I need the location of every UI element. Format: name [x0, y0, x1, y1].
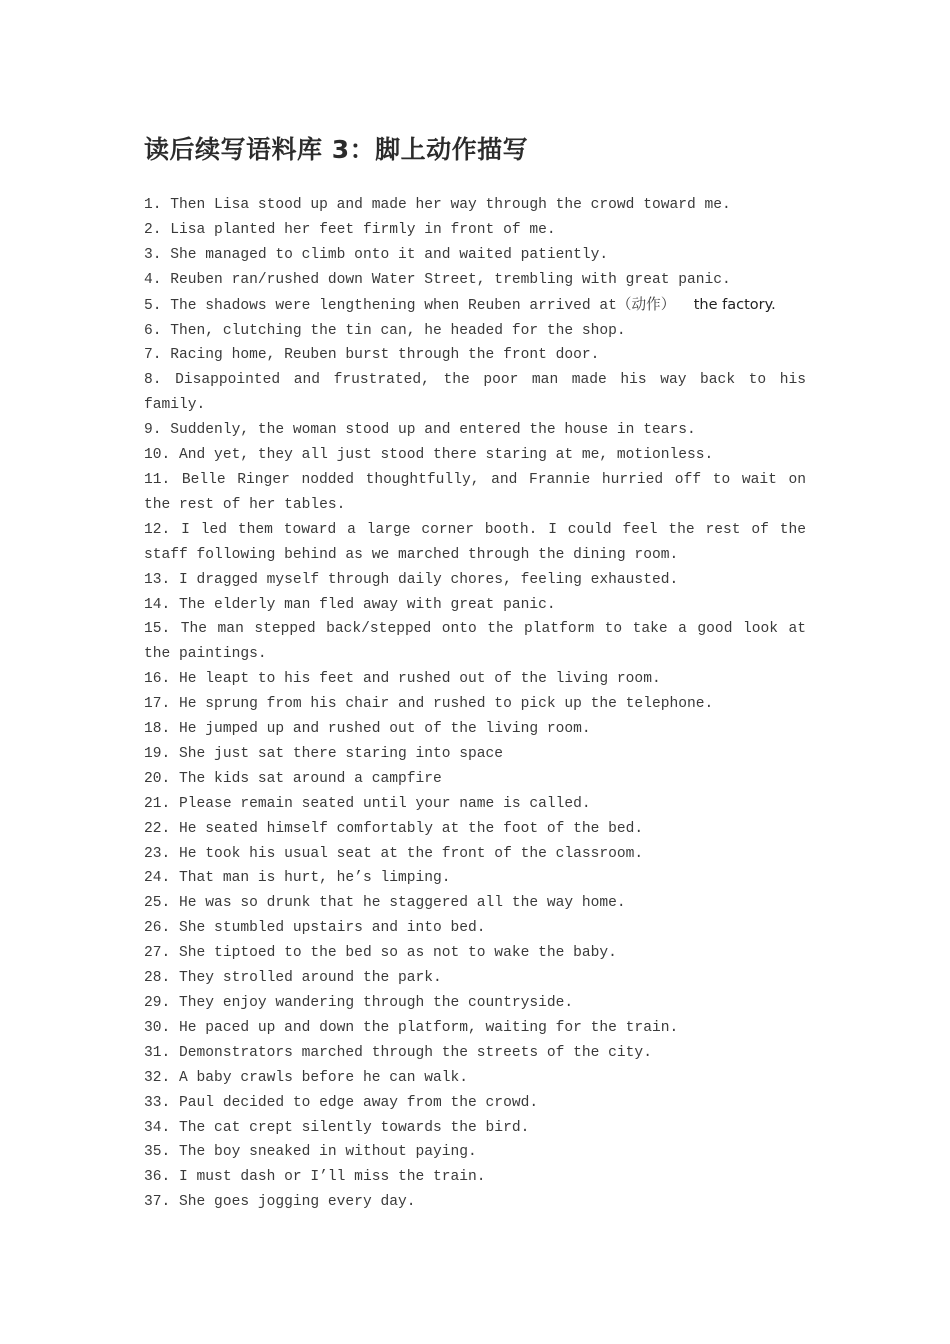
- list-item: 32. A baby crawls before he can walk.: [144, 1069, 469, 1086]
- list-item: 22. He seated himself comfortably at the foot of the bed.: [144, 820, 644, 837]
- list-item: 28. They strolled around the park.: [144, 970, 442, 987]
- list-item: 26. She stumbled upstairs and into bed.: [144, 920, 486, 937]
- list-item: 31. Demonstrators marched through the streets of the city.: [144, 1044, 652, 1061]
- list-item: 21. Please remain seated until your name is called.: [144, 795, 591, 812]
- list-item: 12. I led them toward a large corner booth. I could feel the rest of the: [144, 521, 806, 538]
- list-item: 11. Belle Ringer nodded thoughtfully, and Frannie hurried off to wait on: [144, 471, 806, 488]
- list-item-continuation: family.: [144, 397, 206, 414]
- list-item: 14. The elderly man fled away with great panic.: [144, 596, 556, 613]
- sentence-list: [144, 193, 806, 1215]
- list-item: 25. He was so drunk that he staggered all the way home.: [144, 895, 626, 912]
- list-item: 10. And yet, they all just stood there staring at me, motionless.: [144, 447, 714, 464]
- list-item: 33. Paul decided to edge away from the crowd.: [144, 1094, 539, 1111]
- list-item-continuation: the rest of her tables.: [144, 496, 346, 513]
- list-item: 6. Then, clutching the tin can, he headed for the shop.: [144, 322, 626, 339]
- page-title: 读后续写语料库 3：脚上动作描写: [144, 135, 529, 164]
- list-item-tail: the factory.: [675, 296, 776, 313]
- list-item: 16. He leapt to his feet and rushed out of the living room.: [144, 671, 661, 688]
- list-item: 17. He sprung from his chair and rushed to pick up the telephone.: [144, 696, 714, 713]
- list-item: 35. The boy sneaked in without paying.: [144, 1144, 477, 1161]
- list-item: 9. Suddenly, the woman stood up and entered the house in tears.: [144, 422, 696, 439]
- list-item-continuation: the paintings.: [144, 646, 267, 663]
- list-item: 18. He jumped up and rushed out of the living room.: [144, 721, 591, 738]
- list-item: 1. Then Lisa stood up and made her way through the crowd toward me.: [144, 197, 731, 213]
- list-item: 36. I must dash or I’ll miss the train.: [144, 1169, 486, 1186]
- list-item: 20. The kids sat around a campfire: [144, 770, 442, 787]
- list-item: 34. The cat crept silently towards the bird.: [144, 1119, 530, 1136]
- list-item: 3. She managed to climb onto it and waited patiently.: [144, 246, 609, 263]
- list-item: 29. They enjoy wandering through the countryside.: [144, 995, 574, 1011]
- list-item: 4. Reuben ran/rushed down Water Street, trembling with great panic.: [144, 271, 731, 288]
- list-item: 30. He paced up and down the platform, waiting for the train.: [144, 1019, 679, 1036]
- list-item: 7. Racing home, Reuben burst through the front door.: [144, 347, 600, 364]
- list-item: 24. That man is hurt, he’s limping.: [144, 870, 451, 887]
- list-item: 37. She goes jogging every day.: [144, 1194, 416, 1211]
- list-item: 23. He took his usual seat at the front of the classroom.: [144, 845, 644, 862]
- list-item: 2. Lisa planted her feet firmly in front of me.: [144, 221, 556, 238]
- list-item: 27. She tiptoed to the bed so as not to wake the baby.: [144, 945, 617, 962]
- list-item: 5. The shadows were lengthening when Reuben arrived at（动作） the factory.: [144, 296, 776, 314]
- list-item: 8. Disappointed and frustrated, the poor man made his way back to his: [144, 372, 806, 389]
- list-item: 15. The man stepped back/stepped onto the platform to take a good look at: [144, 621, 806, 638]
- list-item: 13. I dragged myself through daily chores, feeling exhausted.: [144, 571, 679, 588]
- list-item-continuation: staff following behind as we marched through the dining room.: [144, 546, 679, 563]
- list-item: 19. She just sat there staring into space: [144, 745, 504, 762]
